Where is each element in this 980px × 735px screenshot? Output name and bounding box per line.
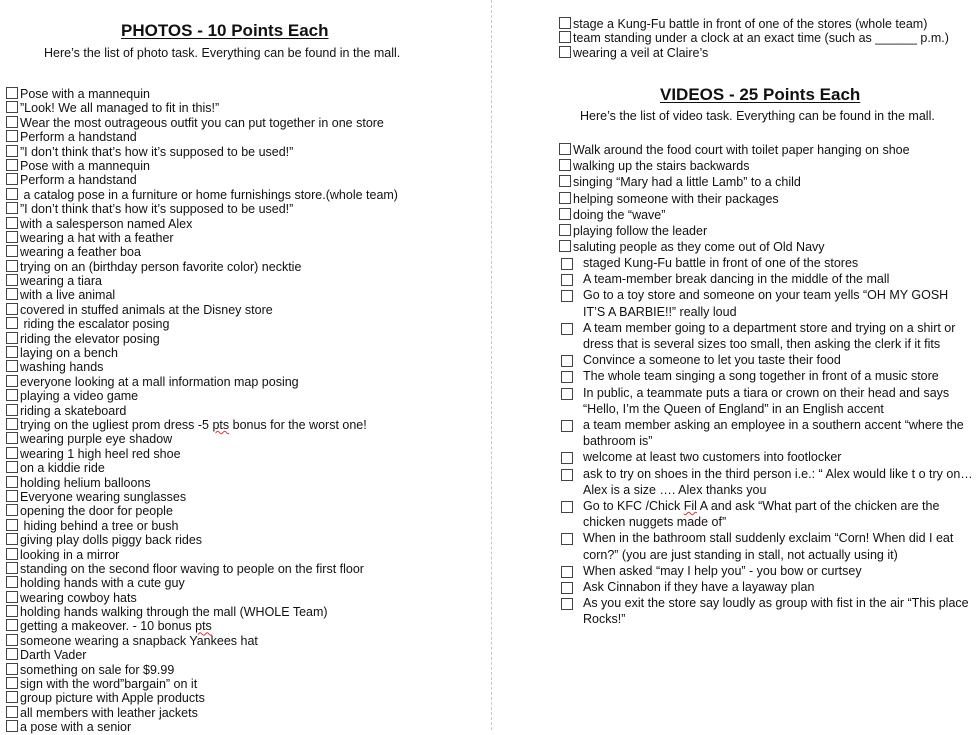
checklist-item-text: everyone looking at a mall information map posing (20, 374, 299, 389)
checkbox[interactable] (559, 192, 571, 204)
checklist-item (6, 87, 398, 101)
checklist-item (6, 173, 398, 187)
checkbox[interactable] (561, 323, 573, 335)
checklist-item (6, 231, 398, 245)
checklist-item (559, 530, 973, 562)
checkbox[interactable] (559, 224, 571, 236)
checkbox[interactable] (6, 346, 18, 358)
checklist-item (559, 239, 910, 255)
checklist-item-text: A team member going to a department store and trying on a shirt or dress that is several sizes too small, then asking the clerk if it fits (583, 320, 956, 351)
checklist-item-text: wearing a tiara (20, 274, 102, 289)
checkbox[interactable] (561, 533, 573, 545)
checkbox[interactable] (6, 202, 18, 214)
checklist-item-text: wearing purple eye shadow (20, 432, 173, 447)
checkbox[interactable] (6, 562, 18, 574)
checklist-item-text: getting a makeover. - 10 bonus pts (20, 619, 212, 634)
checklist-item (6, 130, 398, 144)
checklist-item (6, 576, 398, 590)
checklist-item (6, 447, 398, 461)
checkbox[interactable] (559, 31, 571, 43)
spellcheck-underline: pts (195, 619, 212, 634)
checklist-item (6, 418, 398, 432)
checklist-item (559, 595, 973, 627)
checkbox[interactable] (6, 605, 18, 617)
checkbox[interactable] (561, 258, 573, 270)
checklist-item-text: group picture with Apple products (20, 691, 205, 706)
checklist-item-text: wearing 1 high heel red shoe (20, 446, 181, 461)
photos-subtitle: Here’s the list of photo task. Everything can be found in the mall. (44, 46, 401, 60)
checkbox[interactable] (6, 288, 18, 300)
checklist-item-text: giving play dolls piggy back rides (20, 533, 203, 548)
checkbox[interactable] (6, 404, 18, 416)
checklist-item-text: Walk around the food court with toilet paper hanging on shoe (573, 143, 910, 157)
photos-checklist (6, 87, 398, 735)
checklist-item (6, 432, 398, 446)
checklist-item (559, 174, 910, 190)
checkbox[interactable] (6, 461, 18, 473)
spellcheck-underline: pts (212, 417, 230, 432)
checklist-item (6, 404, 398, 418)
checklist-item (559, 466, 973, 498)
checklist-item-text: doing the “wave” (573, 207, 666, 222)
checklist-item-text: ask to try on shoes in the third person i.e.: “ Alex would like t o try on… Alex is a size …. Alex thanks you (583, 466, 973, 497)
photos-continued-checklist (559, 17, 949, 60)
checklist-item-text: In public, a teammate puts a tiara or crown on their head and says “Hello, I’m the Queen of England” in an English accent (583, 385, 950, 416)
checklist-item-text: riding the elevator posing (20, 331, 160, 346)
checklist-item (559, 320, 973, 352)
checklist-item-text: ”I don’t think that’s how it’s supposed to be used!” (20, 202, 294, 217)
checkbox[interactable] (6, 519, 18, 531)
checklist-item (6, 346, 398, 360)
checklist-item-text: Perform a handstand (20, 173, 137, 188)
checklist-item-text: Pose with a mannequin (20, 158, 150, 173)
checklist-item (6, 706, 398, 720)
checkbox[interactable] (6, 274, 18, 286)
checklist-item-text: a team member asking an employee in a southern accent “where the bathroom is” (583, 418, 964, 449)
checklist-item-text: saluting people as they come out of Old Navy (573, 240, 825, 255)
checklist-item (559, 417, 973, 449)
checklist-item-text: As you exit the store say loudly as group with fist in the air “This place Rocks!” (583, 596, 969, 627)
checklist-item-text: someone wearing a snapback Yankees hat (20, 633, 258, 648)
checkbox[interactable] (561, 469, 573, 481)
checklist-item-text: playing a video game (20, 389, 139, 404)
checklist-item-text: with a salesperson named Alex (20, 216, 193, 231)
checklist-item (6, 101, 398, 115)
checklist-item (6, 389, 398, 403)
checklist-item (559, 385, 973, 417)
checklist-item (6, 476, 398, 490)
checklist-item-text: covered in stuffed animals at the Disney store (20, 302, 273, 317)
checklist-item (559, 368, 973, 384)
checklist-item-text: laying on a bench (20, 346, 118, 361)
checkbox[interactable] (6, 576, 18, 588)
checkbox[interactable] (6, 303, 18, 315)
checkbox[interactable] (561, 371, 573, 383)
checklist-item-text: ”Look! We all managed to fit in this!” (20, 101, 220, 116)
checklist-item (559, 158, 910, 174)
checkbox[interactable] (559, 175, 571, 187)
checkbox[interactable] (6, 317, 18, 329)
checklist-item (6, 619, 398, 633)
checkbox[interactable] (6, 504, 18, 516)
checkbox[interactable] (6, 648, 18, 660)
checkbox[interactable] (561, 274, 573, 286)
checklist-item-text: Go to KFC /Chick Fil A and ask “What part of the chicken are the chicken nuggets made of” (583, 499, 940, 530)
checkbox[interactable] (561, 290, 573, 302)
checkbox[interactable] (6, 591, 18, 603)
checkbox[interactable] (561, 355, 573, 367)
checklist-item (6, 288, 398, 302)
checklist-item (6, 648, 398, 662)
checklist-item (6, 591, 398, 605)
checkbox[interactable] (6, 432, 18, 444)
checkbox[interactable] (6, 231, 18, 243)
checklist-item (559, 46, 949, 60)
checklist-item (6, 116, 398, 130)
checklist-item-text: team standing under a clock at an exact time (such as ______ p.m.) (573, 31, 949, 46)
checkbox[interactable] (6, 533, 18, 545)
checkbox[interactable] (561, 598, 573, 610)
checklist-item-text: wearing a hat with a feather (20, 230, 174, 245)
checkbox[interactable] (6, 173, 18, 185)
checklist-item (6, 188, 398, 202)
checklist-item (559, 255, 973, 271)
checkbox[interactable] (6, 130, 18, 142)
checklist-item-text: standing on the second floor waving to people on the first floor (20, 561, 364, 576)
checklist-item-text: wearing a veil at Claire’s (573, 45, 709, 60)
checklist-item-text: trying on the ugliest prom dress -5 pts bonus for the worst one! (20, 417, 367, 432)
checkbox[interactable] (559, 159, 571, 171)
checkbox[interactable] (561, 452, 573, 464)
checkbox[interactable] (6, 548, 18, 560)
checklist-item (559, 191, 910, 207)
videos-title: VIDEOS - 25 Points Each (660, 85, 861, 104)
checklist-item-text: something on sale for $9.99 (20, 662, 175, 677)
checklist-item-text: Perform a handstand (20, 130, 137, 145)
checklist-item-text: Darth Vader (20, 648, 87, 663)
checklist-item-text: Go to a toy store and someone on your team yells “OH MY GOSH IT’S A BARBIE!!” really loud (583, 288, 949, 319)
checklist-item (6, 562, 398, 576)
checkbox[interactable] (6, 720, 18, 732)
checklist-item (559, 271, 973, 287)
checklist-item-text: helping someone with their packages (573, 191, 779, 206)
checklist-item (6, 360, 398, 374)
checkbox[interactable] (6, 418, 18, 430)
checklist-item (559, 579, 973, 595)
spellcheck-underline: Fil (683, 499, 697, 513)
checklist-item-text: washing hands (20, 360, 104, 375)
checklist-item-text: stage a Kung-Fu battle in front of one of the stores (whole team) (573, 17, 928, 31)
checklist-item-text: Ask Cinnabon if they have a layaway plan (583, 580, 815, 594)
photos-title: PHOTOS - 10 Points Each (121, 21, 329, 40)
checkbox[interactable] (561, 388, 573, 400)
checklist-item (6, 317, 398, 331)
checkbox[interactable] (559, 46, 571, 58)
checklist-item-text: looking in a mirror (20, 547, 120, 562)
checklist-item-text: singing “Mary had a little Lamb” to a child (573, 175, 801, 190)
videos-subtitle: Here’s the list of video task. Everything can be found in the mall. (580, 109, 935, 123)
checkbox[interactable] (6, 476, 18, 488)
checklist-item-text: holding helium balloons (20, 475, 151, 490)
checklist-item (559, 287, 973, 319)
checkbox[interactable] (6, 691, 18, 703)
checklist-item-text: walking up the stairs backwards (573, 159, 750, 174)
checklist-item (6, 375, 398, 389)
checkbox[interactable] (6, 116, 18, 128)
checkbox[interactable] (6, 260, 18, 272)
checklist-item (559, 17, 949, 31)
checkbox[interactable] (6, 217, 18, 229)
checklist-item-text: When in the bathroom stall suddenly exclaim “Corn! When did I eat corn?” (you are just standing in stall, not actually using it) (583, 531, 954, 562)
checklist-item (6, 461, 398, 475)
checklist-item-text: a catalog pose in a furniture or home furnishings store.(whole team) (20, 187, 398, 202)
checklist-item (6, 332, 398, 346)
checkbox[interactable] (559, 143, 571, 155)
checklist-item-text: Pose with a mannequin (20, 87, 150, 101)
checklist-item-text: riding the escalator posing (20, 317, 170, 332)
checkbox[interactable] (6, 159, 18, 171)
checklist-item (6, 634, 398, 648)
checklist-item-text: opening the door for people (20, 504, 173, 519)
checkbox[interactable] (6, 101, 18, 113)
checkbox[interactable] (6, 663, 18, 675)
checklist-item (6, 490, 398, 504)
checklist-item (6, 202, 398, 216)
checklist-item-text: staged Kung-Fu battle in front of one of the stores (583, 256, 859, 270)
checkbox[interactable] (559, 240, 571, 252)
column-divider (491, 0, 492, 730)
checkbox[interactable] (6, 490, 18, 502)
checkbox[interactable] (6, 619, 18, 631)
checklist-item-text: on a kiddie ride (20, 461, 105, 476)
checklist-item (6, 548, 398, 562)
checklist-item-text: Everyone wearing sunglasses (20, 489, 187, 504)
checkbox[interactable] (561, 582, 573, 594)
checklist-item-text: hiding behind a tree or bush (20, 518, 179, 533)
checklist-item-text: sign with the word”bargain” on it (20, 677, 198, 692)
checkbox[interactable] (6, 145, 18, 157)
checkbox[interactable] (6, 188, 18, 200)
checklist-item (559, 563, 973, 579)
checklist-item-text: The whole team singing a song together in front of a music store (583, 369, 939, 384)
checklist-item-text: playing follow the leader (573, 223, 708, 238)
checklist-item (6, 504, 398, 518)
checkbox[interactable] (6, 447, 18, 459)
checklist-item (6, 217, 398, 231)
checklist-item (6, 677, 398, 691)
checkbox[interactable] (559, 208, 571, 220)
checklist-item (6, 663, 398, 677)
checklist-item-text: wearing cowboy hats (20, 590, 137, 605)
checklist-item-text: wearing a feather boa (20, 245, 141, 260)
checklist-item (559, 207, 910, 223)
checklist-item (559, 449, 973, 465)
checkbox[interactable] (6, 245, 18, 257)
checklist-item (559, 352, 973, 368)
checkbox[interactable] (559, 17, 571, 29)
checkbox[interactable] (561, 501, 573, 513)
checklist-item-text: a pose with a senior (20, 720, 132, 735)
checklist-item-text: When asked “may I help you” - you bow or curtsey (583, 563, 862, 578)
checkbox[interactable] (6, 360, 18, 372)
checklist-item (6, 260, 398, 274)
checkbox[interactable] (561, 420, 573, 432)
checklist-item-text: ”I don’t think that’s how it’s supposed to be used!” (20, 144, 294, 159)
checklist-item-text: holding hands with a cute guy (20, 576, 185, 591)
checkbox[interactable] (6, 706, 18, 718)
checkbox[interactable] (6, 634, 18, 646)
checklist-item-text: A team-member break dancing in the middle of the mall (583, 272, 890, 287)
checklist-item-text: with a live animal (20, 288, 116, 303)
checklist-item-text: Wear the most outrageous outfit you can put together in one store (20, 115, 384, 130)
checklist-item (6, 720, 398, 734)
checklist-item (6, 145, 398, 159)
checklist-item (6, 274, 398, 288)
checklist-item (6, 519, 398, 533)
checklist-item-text: holding hands walking through the mall (WHOLE Team) (20, 605, 328, 620)
checklist-item (6, 303, 398, 317)
checkbox[interactable] (6, 87, 18, 99)
checklist-item-text: riding a skateboard (20, 403, 127, 418)
checklist-item (6, 691, 398, 705)
checklist-item (6, 605, 398, 619)
checkbox[interactable] (6, 375, 18, 387)
checkbox[interactable] (6, 332, 18, 344)
checkbox[interactable] (6, 389, 18, 401)
checkbox[interactable] (561, 566, 573, 578)
checklist-item (6, 245, 398, 259)
checklist-item (559, 223, 910, 239)
checklist-item (6, 533, 398, 547)
checklist-item (559, 498, 973, 530)
checklist-item-text: trying on an (birthday person favorite color) necktie (20, 259, 302, 274)
checklist-item (559, 31, 949, 45)
checklist-item-text: welcome at least two customers into footlocker (583, 450, 842, 465)
checklist-item (559, 142, 910, 158)
videos-checklist-a (559, 142, 910, 255)
checklist-item-text: Convince a someone to let you taste their food (583, 353, 841, 368)
checklist-item (6, 159, 398, 173)
checklist-item-text: all members with leather jackets (20, 705, 198, 720)
checkbox[interactable] (6, 677, 18, 689)
